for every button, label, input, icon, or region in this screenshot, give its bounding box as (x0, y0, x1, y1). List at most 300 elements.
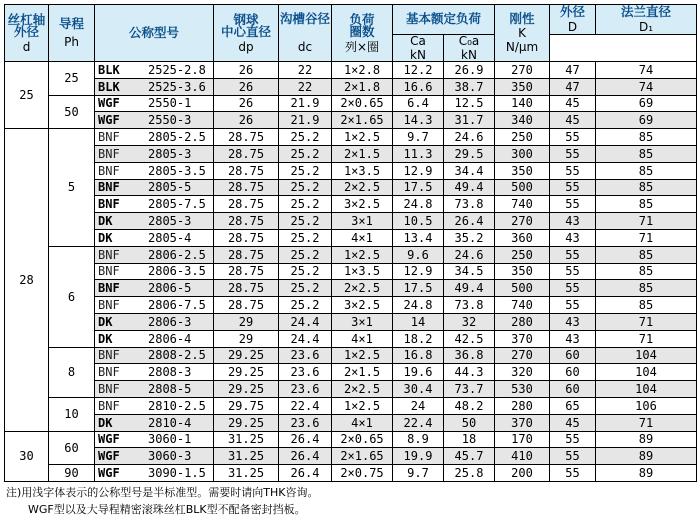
c0a-cell: 45.7 (444, 448, 495, 465)
load-circuits-cell: 2×2.5 (332, 381, 393, 398)
load-circuits-cell: 4×1 (332, 330, 393, 347)
load-circuits-cell: 1×3.5 (332, 162, 393, 179)
lead-cell: 60 (49, 431, 95, 465)
groove-dia-cell: 25.2 (279, 246, 332, 263)
model-number: 2808-5 (148, 382, 192, 397)
stiffness-cell: 360 (495, 229, 550, 246)
outer-dia-cell: 55 (550, 145, 596, 162)
load-circuits-cell: 1×2.8 (332, 62, 393, 79)
groove-dia-cell: 25.2 (279, 297, 332, 314)
table-row (5, 414, 697, 431)
flange-dia-cell: 85 (596, 162, 697, 179)
ca-cell: 16.8 (393, 347, 444, 364)
flange-dia-cell: 89 (596, 448, 697, 465)
ball-center-dia-cell: 31.25 (214, 448, 279, 465)
load-circuits-cell: 2×1.8 (332, 78, 393, 95)
table-row (5, 330, 697, 347)
c0a-cell: 26.4 (444, 213, 495, 230)
model-number: 3060-1 (148, 432, 192, 447)
load-circuits-cell: 2×1.5 (332, 364, 393, 381)
load-circuits-cell: 3×1 (332, 213, 393, 230)
flange-dia-cell: 71 (596, 414, 697, 431)
model-series: BNF (98, 348, 120, 363)
ca-cell: 12.9 (393, 263, 444, 280)
ca-cell: 12.9 (393, 162, 444, 179)
model-number: 2805-7.5 (148, 197, 206, 212)
shaft-dia-cell: 25 (5, 62, 49, 129)
load-circuits-cell: 2×1.5 (332, 145, 393, 162)
flange-dia-cell: 71 (596, 213, 697, 230)
outer-dia-cell: 55 (550, 431, 596, 448)
c0a-cell: 73.7 (444, 381, 495, 398)
c0a-cell: 25.8 (444, 465, 495, 482)
outer-dia-cell: 43 (550, 229, 596, 246)
groove-dia-cell: 22 (279, 62, 332, 79)
outer-dia-cell: 43 (550, 330, 596, 347)
stiffness-cell: 250 (495, 246, 550, 263)
outer-dia-cell: 55 (550, 448, 596, 465)
ca-cell: 24.8 (393, 297, 444, 314)
model-series: BNF (98, 398, 120, 413)
stiffness-cell: 170 (495, 431, 550, 448)
ca-cell: 6.4 (393, 95, 444, 112)
model-number: 2806-2.5 (148, 247, 206, 262)
ball-center-dia-cell: 28.75 (214, 280, 279, 297)
model-cell (95, 95, 214, 112)
load-circuits-cell: 4×1 (332, 414, 393, 431)
stiffness-cell: 500 (495, 179, 550, 196)
c0a-cell: 24.6 (444, 129, 495, 146)
c0a-cell: 73.8 (444, 297, 495, 314)
stiffness-cell: 280 (495, 313, 550, 330)
model-cell (95, 196, 214, 213)
ca-cell: 17.5 (393, 280, 444, 297)
model-series: DK (98, 230, 113, 245)
ca-cell: 12.2 (393, 62, 444, 79)
lead-cell: 50 (49, 95, 95, 129)
outer-dia-cell: 55 (550, 263, 596, 280)
model-number: 2805-3 (148, 214, 192, 229)
model-cell (95, 129, 214, 146)
ball-center-dia-cell: 28.75 (214, 213, 279, 230)
stiffness-cell: 320 (495, 364, 550, 381)
header-lead: 导程 Ph (49, 5, 95, 62)
c0a-cell: 12.5 (444, 95, 495, 112)
model-series: BNF (98, 382, 120, 397)
stiffness-cell: 280 (495, 397, 550, 414)
table-row (5, 313, 697, 330)
model-series: WGF (98, 466, 120, 481)
model-number: 2806-5 (148, 281, 192, 296)
model-series: DK (98, 314, 113, 329)
ca-cell: 10.5 (393, 213, 444, 230)
shaft-dia-cell: 28 (5, 129, 49, 431)
ca-cell: 14 (393, 313, 444, 330)
model-number: 2805-2.5 (148, 130, 206, 145)
header-outer-dia: 外径 D (550, 5, 596, 35)
model-number: 2525-3.6 (148, 79, 206, 94)
c0a-cell: 73.8 (444, 196, 495, 213)
ball-center-dia-cell: 26 (214, 62, 279, 79)
flange-dia-cell: 85 (596, 246, 697, 263)
stiffness-cell: 740 (495, 297, 550, 314)
outer-dia-cell: 60 (550, 347, 596, 364)
ca-cell: 19.9 (393, 448, 444, 465)
groove-dia-cell: 25.2 (279, 129, 332, 146)
groove-dia-cell: 22.4 (279, 397, 332, 414)
model-cell (95, 162, 214, 179)
header-flange-dia: 法兰直径 D₁ (596, 5, 697, 35)
ball-center-dia-cell: 28.75 (214, 162, 279, 179)
groove-dia-cell: 22 (279, 78, 332, 95)
model-number: 2808-3 (148, 365, 192, 380)
model-cell (95, 330, 214, 347)
ball-center-dia-cell: 28.75 (214, 129, 279, 146)
stiffness-cell: 410 (495, 448, 550, 465)
outer-dia-cell: 55 (550, 280, 596, 297)
model-series: DK (98, 331, 113, 346)
outer-dia-cell: 55 (550, 129, 596, 146)
ca-cell: 16.6 (393, 78, 444, 95)
table-row (5, 397, 697, 414)
groove-dia-cell: 23.6 (279, 381, 332, 398)
outer-dia-cell: 55 (550, 196, 596, 213)
flange-dia-cell: 85 (596, 263, 697, 280)
load-circuits-cell: 2×0.65 (332, 95, 393, 112)
stiffness-cell: 370 (495, 414, 550, 431)
flange-dia-cell: 104 (596, 381, 697, 398)
table-row (5, 229, 697, 246)
table-row (5, 263, 697, 280)
flange-dia-cell: 74 (596, 62, 697, 79)
flange-dia-cell: 104 (596, 364, 697, 381)
load-circuits-cell: 1×2.5 (332, 129, 393, 146)
model-number: 2806-7.5 (148, 298, 206, 313)
model-series: BLK (98, 79, 120, 94)
header-stiffness: 刚性 K N/μm (495, 5, 550, 62)
table-row (5, 347, 697, 364)
stiffness-cell: 340 (495, 112, 550, 129)
model-series: BNF (98, 298, 120, 313)
model-cell (95, 179, 214, 196)
stiffness-cell: 200 (495, 465, 550, 482)
stiffness-cell: 270 (495, 62, 550, 79)
c0a-cell: 50 (444, 414, 495, 431)
model-series: BNF (98, 247, 120, 262)
model-cell (95, 229, 214, 246)
ca-cell: 30.4 (393, 381, 444, 398)
table-row (5, 78, 697, 95)
ball-center-dia-cell: 29.25 (214, 381, 279, 398)
groove-dia-cell: 23.6 (279, 347, 332, 364)
ball-center-dia-cell: 29.25 (214, 347, 279, 364)
model-number: 2805-3.5 (148, 163, 206, 178)
groove-dia-cell: 26.4 (279, 465, 332, 482)
c0a-cell: 44.3 (444, 364, 495, 381)
model-series: BNF (98, 197, 120, 212)
table-row (5, 179, 697, 196)
ball-center-dia-cell: 28.75 (214, 246, 279, 263)
ball-center-dia-cell: 29.75 (214, 397, 279, 414)
ball-center-dia-cell: 28.75 (214, 179, 279, 196)
load-circuits-cell: 4×1 (332, 229, 393, 246)
groove-dia-cell: 25.2 (279, 213, 332, 230)
stiffness-cell: 350 (495, 263, 550, 280)
flange-dia-cell: 85 (596, 280, 697, 297)
load-circuits-cell: 2×1.65 (332, 112, 393, 129)
stiffness-cell: 740 (495, 196, 550, 213)
groove-dia-cell: 25.2 (279, 196, 332, 213)
model-cell (95, 364, 214, 381)
model-series: DK (98, 214, 113, 229)
c0a-cell: 34.4 (444, 162, 495, 179)
load-circuits-cell: 2×0.65 (332, 431, 393, 448)
ball-center-dia-cell: 28.75 (214, 229, 279, 246)
load-circuits-cell: 3×1 (332, 313, 393, 330)
header-shaft-dia: 丝杠轴 外径 d (5, 5, 49, 62)
load-circuits-cell: 1×2.5 (332, 347, 393, 364)
c0a-cell: 31.7 (444, 112, 495, 129)
table-row (5, 145, 697, 162)
table-row (5, 162, 697, 179)
model-cell (95, 465, 214, 482)
c0a-cell: 42.5 (444, 330, 495, 347)
stiffness-cell: 530 (495, 381, 550, 398)
header-load-circuits: 负荷 圈数 列×圈 (332, 5, 393, 62)
table-row (5, 364, 697, 381)
c0a-cell: 26.9 (444, 62, 495, 79)
ca-cell: 19.6 (393, 364, 444, 381)
table-row (5, 431, 697, 448)
groove-dia-cell: 21.9 (279, 112, 332, 129)
stiffness-cell: 250 (495, 129, 550, 146)
model-number: 2806-4 (148, 331, 192, 346)
load-circuits-cell: 1×3.5 (332, 263, 393, 280)
ca-cell: 14.3 (393, 112, 444, 129)
outer-dia-cell: 43 (550, 213, 596, 230)
ball-center-dia-cell: 26 (214, 78, 279, 95)
load-circuits-cell: 2×0.75 (332, 465, 393, 482)
outer-dia-cell: 45 (550, 414, 596, 431)
outer-dia-cell: 55 (550, 465, 596, 482)
spec-table (4, 4, 697, 482)
flange-dia-cell: 85 (596, 196, 697, 213)
load-circuits-cell: 3×2.5 (332, 297, 393, 314)
ca-cell: 9.7 (393, 129, 444, 146)
lead-cell: 10 (49, 397, 95, 431)
ca-cell: 22.4 (393, 414, 444, 431)
flange-dia-cell: 106 (596, 397, 697, 414)
model-number: 2805-3 (148, 146, 192, 161)
model-cell (95, 145, 214, 162)
header-blank (550, 35, 697, 62)
model-number: 3090-1.5 (148, 466, 206, 481)
outer-dia-cell: 60 (550, 381, 596, 398)
c0a-cell: 49.4 (444, 280, 495, 297)
flange-dia-cell: 89 (596, 431, 697, 448)
model-number: 2810-2.5 (148, 398, 206, 413)
ca-cell: 9.6 (393, 246, 444, 263)
header-ca: Ca kN (393, 35, 444, 62)
flange-dia-cell: 85 (596, 129, 697, 146)
ca-cell: 8.9 (393, 431, 444, 448)
note-line-2: WGF型以及大导程精密滚珠丝杠BLK型不配备密封挡板。 (28, 503, 306, 516)
ball-center-dia-cell: 28.75 (214, 145, 279, 162)
c0a-cell: 34.5 (444, 263, 495, 280)
ball-center-dia-cell: 28.75 (214, 263, 279, 280)
outer-dia-cell: 43 (550, 313, 596, 330)
model-series: BNF (98, 130, 120, 145)
stiffness-cell: 300 (495, 145, 550, 162)
flange-dia-cell: 71 (596, 229, 697, 246)
c0a-cell: 48.2 (444, 397, 495, 414)
stiffness-cell: 370 (495, 330, 550, 347)
model-cell (95, 263, 214, 280)
model-cell (95, 347, 214, 364)
model-series: WGF (98, 449, 120, 464)
table-row (5, 381, 697, 398)
stiffness-cell: 270 (495, 213, 550, 230)
ca-cell: 18.2 (393, 330, 444, 347)
groove-dia-cell: 26.4 (279, 431, 332, 448)
model-number: 2806-3 (148, 314, 192, 329)
spec-body (5, 62, 697, 482)
lead-cell: 5 (49, 129, 95, 247)
ball-center-dia-cell: 29 (214, 313, 279, 330)
model-number: 2525-2.8 (148, 62, 206, 77)
model-cell (95, 112, 214, 129)
header-model: 公称型号 (95, 5, 214, 62)
c0a-cell: 18 (444, 431, 495, 448)
header-groove-dia: 沟槽谷径 dc (279, 5, 332, 62)
ball-center-dia-cell: 26 (214, 95, 279, 112)
flange-dia-cell: 85 (596, 179, 697, 196)
outer-dia-cell: 60 (550, 364, 596, 381)
table-row (5, 448, 697, 465)
model-cell (95, 213, 214, 230)
c0a-cell: 35.2 (444, 229, 495, 246)
header-rated-load: 基本额定负荷 (393, 5, 495, 35)
outer-dia-cell: 47 (550, 62, 596, 79)
groove-dia-cell: 24.4 (279, 313, 332, 330)
model-number: 2805-5 (148, 180, 192, 195)
model-series: WGF (98, 113, 120, 128)
table-row (5, 95, 697, 112)
model-number: 2550-3 (148, 113, 192, 128)
flange-dia-cell: 104 (596, 347, 697, 364)
load-circuits-cell: 2×2.5 (332, 179, 393, 196)
flange-dia-cell: 71 (596, 330, 697, 347)
lead-cell: 8 (49, 347, 95, 397)
outer-dia-cell: 55 (550, 246, 596, 263)
model-number: 2805-4 (148, 230, 192, 245)
groove-dia-cell: 25.2 (279, 162, 332, 179)
ca-cell: 13.4 (393, 229, 444, 246)
model-number: 2806-3.5 (148, 264, 206, 279)
model-series: BNF (98, 163, 120, 178)
lead-cell: 90 (49, 465, 95, 482)
ca-cell: 17.5 (393, 179, 444, 196)
model-cell (95, 414, 214, 431)
table-row (5, 213, 697, 230)
table-row (5, 465, 697, 482)
ca-cell: 11.3 (393, 145, 444, 162)
model-series: DK (98, 415, 113, 430)
ball-center-dia-cell: 28.75 (214, 196, 279, 213)
flange-dia-cell: 71 (596, 313, 697, 330)
note-line-1: 注)用浅字体表示的公称型号是半标准型。需要时请向THK咨询。 (6, 486, 319, 499)
model-number: 2808-2.5 (148, 348, 206, 363)
groove-dia-cell: 25.2 (279, 229, 332, 246)
ball-center-dia-cell: 29.25 (214, 414, 279, 431)
model-cell (95, 397, 214, 414)
groove-dia-cell: 25.2 (279, 263, 332, 280)
c0a-cell: 29.5 (444, 145, 495, 162)
table-row (5, 62, 697, 79)
load-circuits-cell: 1×2.5 (332, 246, 393, 263)
lead-cell: 25 (49, 62, 95, 96)
ball-center-dia-cell: 31.25 (214, 431, 279, 448)
table-row (5, 246, 697, 263)
c0a-cell: 49.4 (444, 179, 495, 196)
load-circuits-cell: 2×1.65 (332, 448, 393, 465)
c0a-cell: 36.8 (444, 347, 495, 364)
model-series: BLK (98, 62, 120, 77)
ca-cell: 24.8 (393, 196, 444, 213)
ball-center-dia-cell: 29 (214, 330, 279, 347)
outer-dia-cell: 45 (550, 112, 596, 129)
load-circuits-cell: 2×2.5 (332, 280, 393, 297)
outer-dia-cell: 55 (550, 297, 596, 314)
table-row (5, 196, 697, 213)
table-row (5, 112, 697, 129)
stiffness-cell: 500 (495, 280, 550, 297)
model-series: BNF (98, 365, 120, 380)
model-series: BNF (98, 264, 120, 279)
stiffness-cell: 270 (495, 347, 550, 364)
c0a-cell: 32 (444, 313, 495, 330)
table-row (5, 280, 697, 297)
flange-dia-cell: 85 (596, 297, 697, 314)
model-cell (95, 297, 214, 314)
header-c0a: C₀a kN (444, 35, 495, 62)
model-cell (95, 62, 214, 79)
table-row (5, 297, 697, 314)
model-cell (95, 78, 214, 95)
model-series: WGF (98, 96, 120, 111)
groove-dia-cell: 25.2 (279, 280, 332, 297)
stiffness-cell: 140 (495, 95, 550, 112)
model-cell (95, 246, 214, 263)
outer-dia-cell: 45 (550, 95, 596, 112)
table-row (5, 129, 697, 146)
flange-dia-cell: 85 (596, 145, 697, 162)
model-cell (95, 431, 214, 448)
outer-dia-cell: 47 (550, 78, 596, 95)
header-ball-center-dia: 钢球 中心直径 dp (214, 5, 279, 62)
flange-dia-cell: 74 (596, 78, 697, 95)
model-cell (95, 313, 214, 330)
notes (6, 484, 319, 518)
groove-dia-cell: 25.2 (279, 179, 332, 196)
model-cell (95, 280, 214, 297)
flange-dia-cell: 69 (596, 95, 697, 112)
groove-dia-cell: 24.4 (279, 330, 332, 347)
model-series: WGF (98, 432, 120, 447)
model-number: 3060-3 (148, 449, 192, 464)
model-cell (95, 381, 214, 398)
ca-cell: 24 (393, 397, 444, 414)
